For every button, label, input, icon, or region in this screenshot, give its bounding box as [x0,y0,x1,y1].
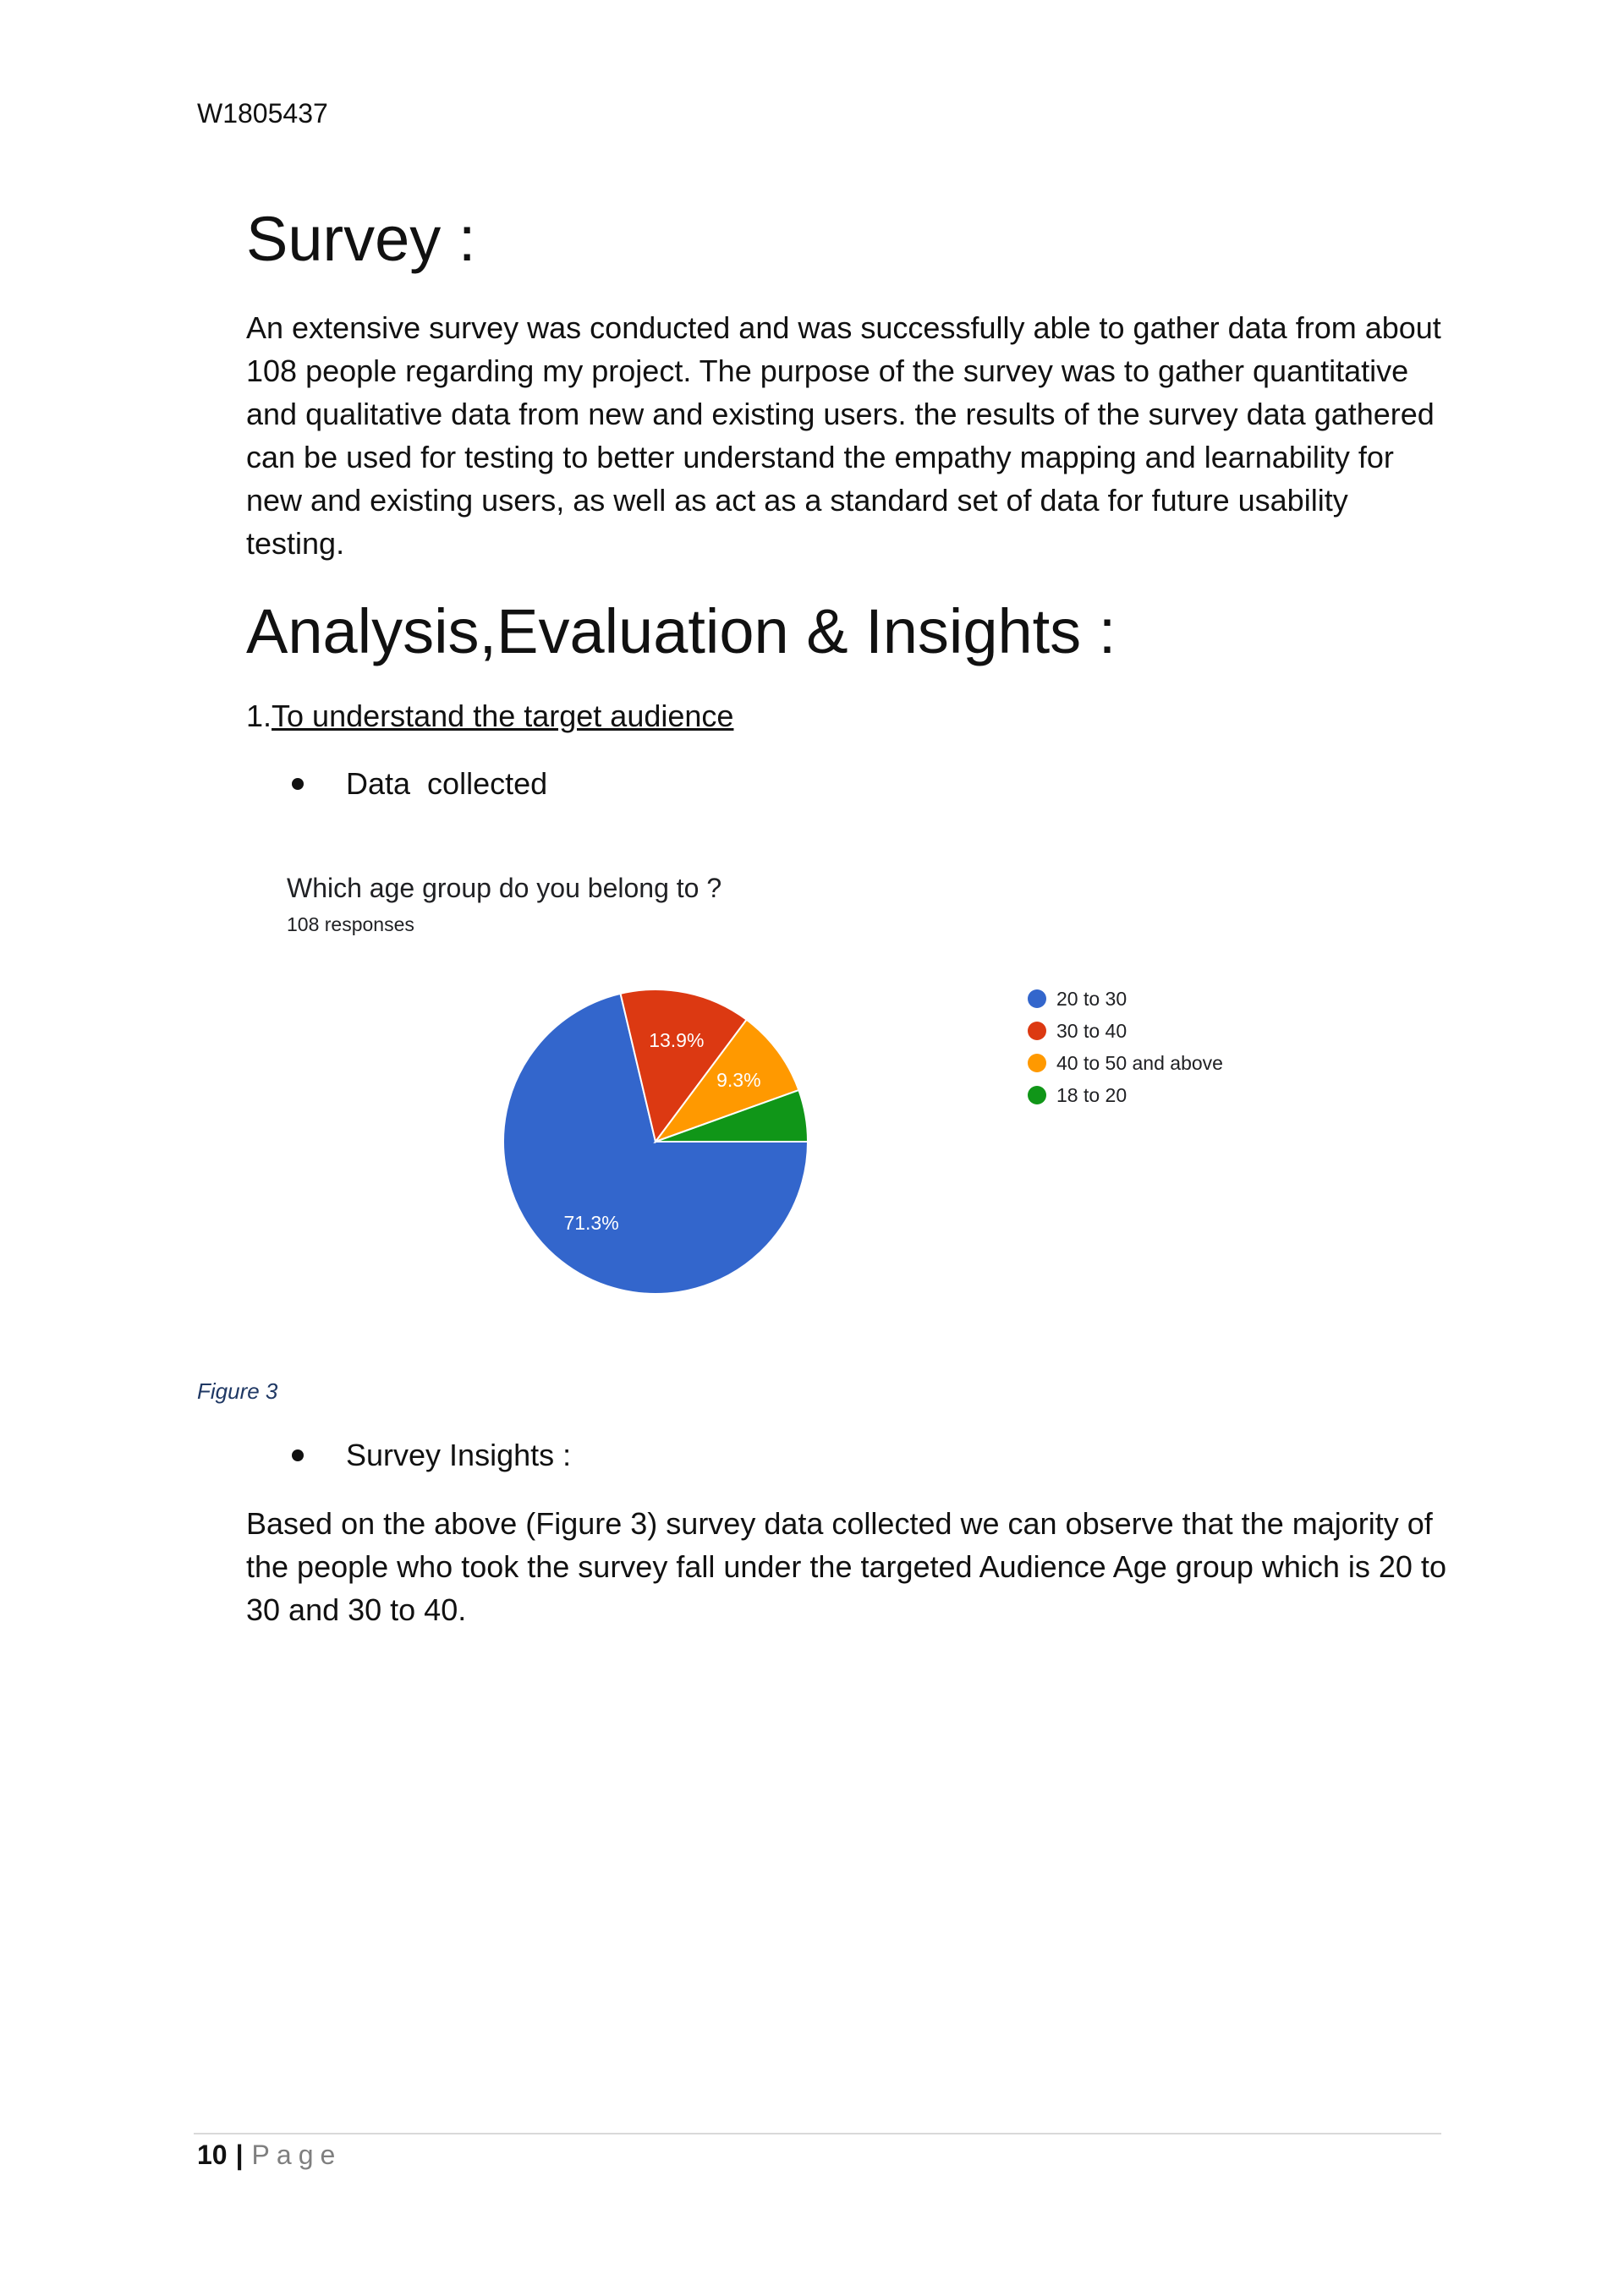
legend-label: 30 to 40 [1056,1019,1127,1042]
bullet-icon [292,1449,304,1461]
bullet-icon [292,778,304,790]
bullet-label: Data collected [346,766,548,801]
pie-data-label: 9.3% [716,1069,761,1092]
bullet-data-collected [292,766,547,802]
bullet-label: Survey Insights : [346,1438,572,1472]
survey-heading: Survey : [246,204,476,274]
legend-swatch-icon [1028,1086,1046,1104]
chart-title: Which age group do you belong to ? [287,873,722,903]
page-word: Page [251,2140,343,2170]
section-heading [246,699,733,734]
chart-legend [1028,983,1223,1111]
legend-item [1028,1015,1223,1047]
page-number: 10 [197,2140,228,2170]
legend-label: 40 to 50 and above [1056,1051,1223,1074]
pie-data-label: 13.9% [649,1029,705,1052]
legend-item [1028,1079,1223,1111]
analysis-heading: Analysis,Evaluation & Insights : [246,596,1116,666]
figure-caption: Figure 3 [197,1378,278,1404]
insight-paragraph: Based on the above (Figure 3) survey data collected we can observe that the majority of the people who took the survey fall under the targeted Audience Age group which is 20 to 30 and 30 to 40. [246,1506,1446,1627]
legend-item [1028,1047,1223,1079]
legend-swatch-icon [1028,989,1046,1008]
legend-item [1028,983,1223,1015]
survey-paragraph: An extensive survey was conducted and was successfully able to gather data from about 108 people regarding my project. The purpose of the survey was to gather quantitative and qualitative data from new and existing users. the results of the survey data gathered can be used for testing to better understand the empathy mapping and learnability for new and existing users, as well as act as a standard set of data for future usability testing. [246,310,1441,561]
page-footer [197,2140,342,2171]
document-id: W1805437 [197,98,328,129]
legend-swatch-icon [1028,1054,1046,1072]
legend-label: 20 to 30 [1056,987,1127,1010]
chart-subtitle: 108 responses [287,913,414,935]
footer-separator: | [235,2140,244,2170]
legend-label: 18 to 20 [1056,1083,1127,1106]
pie-chart [491,973,829,1311]
footer-divider [194,2133,1441,2134]
legend-swatch-icon [1028,1022,1046,1040]
section-number: 1. [246,699,272,733]
pie-data-label: 71.3% [563,1212,619,1235]
bullet-survey-insights [292,1438,571,1473]
section-title: To understand the target audience [272,699,734,733]
